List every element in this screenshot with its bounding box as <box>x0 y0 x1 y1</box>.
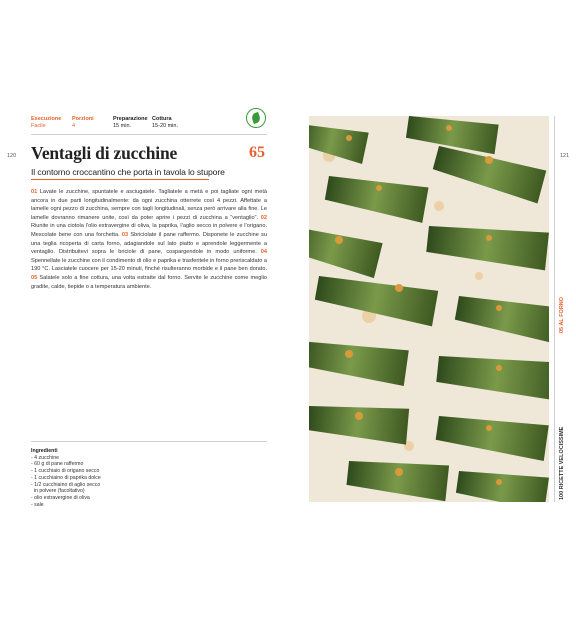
ingredients-list <box>31 448 101 508</box>
page-number-right: 121 <box>560 153 570 159</box>
meta-portions-value: 4 <box>72 123 76 129</box>
ingredient-item: in polvere (facoltativo) <box>31 488 85 495</box>
ingredient-item: - 60 g di pane raffermo <box>31 461 84 468</box>
step-number: 04 <box>260 249 267 256</box>
page-number-left: 120 <box>7 153 17 159</box>
step-text: Salatele solo a fine cottura, una volta estratte dal forno. Servite le zucchine come meglio gradite, calde, tiepide o a temperatura ambiente. <box>31 274 267 290</box>
meta-cooking <box>152 116 178 130</box>
ingredient-item: - 1/2 cucchiaino di aglio secco <box>31 481 101 488</box>
meta-portions <box>72 116 94 130</box>
recipe-subtitle: Il contorno croccantino che porta in tavola lo stupore <box>31 167 225 177</box>
meta-cooking-label: Cottura <box>152 116 172 122</box>
step-text: Riunite in una ciotola l’olio extravergine di oliva, la paprika, l’aglio secco in polvere e l’origano. Mescolate bene con una forchetta. <box>31 223 267 238</box>
ingredient-item: - 1 cucchiaio di origano secco <box>31 468 100 475</box>
ingredient-item: - sale <box>31 501 44 508</box>
step-number: 05 <box>31 274 38 281</box>
section-label: 05 AL FORNO <box>559 296 565 333</box>
step-number: 01 <box>31 189 38 195</box>
step-text: Sbriciolate il pane raffermo. Disponete le zucchine su una teglia ricoperta di carta forno, adagiandole sul lato piatto e aprendole leggermente a ventaglio. Distribuitevi sopra le briciole di pane, cospargendole in modo uniforme. <box>31 231 267 256</box>
step-text: Lavate le zucchine, spuntatele e asciugatele. Tagliatele a metà e poi tagliate ogni metà ancora in due parti longitudinalmente: da ogni zucchina otterrete così 4 pezzi. Affettate a lamelle ogni pezzo di zucchina, sempre con tagli longitudinali, senza però arrivare alla fine. Le lamelle dovranno rimanere unite, così da poter aprire i pezzi di zucchina a “ventaglio”. <box>31 189 267 221</box>
ingredients-divider <box>31 441 267 442</box>
meta-preparation-value: 15 min. <box>113 123 132 129</box>
margin-divider <box>554 116 555 502</box>
step-number: 02 <box>260 214 267 221</box>
step-number: 03 <box>121 231 129 238</box>
meta-portions-label: Porzioni <box>72 116 94 122</box>
vegetarian-leaf-icon <box>246 108 266 128</box>
ingredient-item: - 1 cucchiaino di paprika dolce <box>31 474 101 481</box>
recipe-title: Ventagli di zucchine <box>31 143 178 163</box>
step-text: Spennellate le zucchine con il condimento di olio e paprika e trasferitele in forno preriscaldato a 190 °C. Lasciatele cuocere per 15-20 minuti, finché risulteranno morbide e il pane ben dorato. <box>31 257 267 273</box>
recipe-method <box>31 188 267 291</box>
recipe-number: 65 <box>249 144 265 161</box>
meta-preparation <box>113 116 148 130</box>
ingredients-heading: Ingredienti <box>31 448 58 454</box>
meta-execution <box>31 116 61 130</box>
ingredient-item: - olio extravergine di oliva <box>31 494 90 501</box>
meta-execution-value: Facile <box>31 123 46 129</box>
meta-preparation-label: Preparazione <box>113 116 148 122</box>
top-divider <box>31 134 267 135</box>
photo-illustration <box>309 116 549 502</box>
meta-cooking-value: 15-20 min. <box>152 123 178 129</box>
ingredient-item: - 4 zucchine <box>31 454 59 461</box>
subtitle-underline <box>31 179 209 180</box>
zucchini-fans-photo <box>309 116 549 502</box>
meta-execution-label: Esecuzione <box>31 116 62 122</box>
book-title-label: 100 RICETTE VELOCISSIME <box>559 426 565 500</box>
